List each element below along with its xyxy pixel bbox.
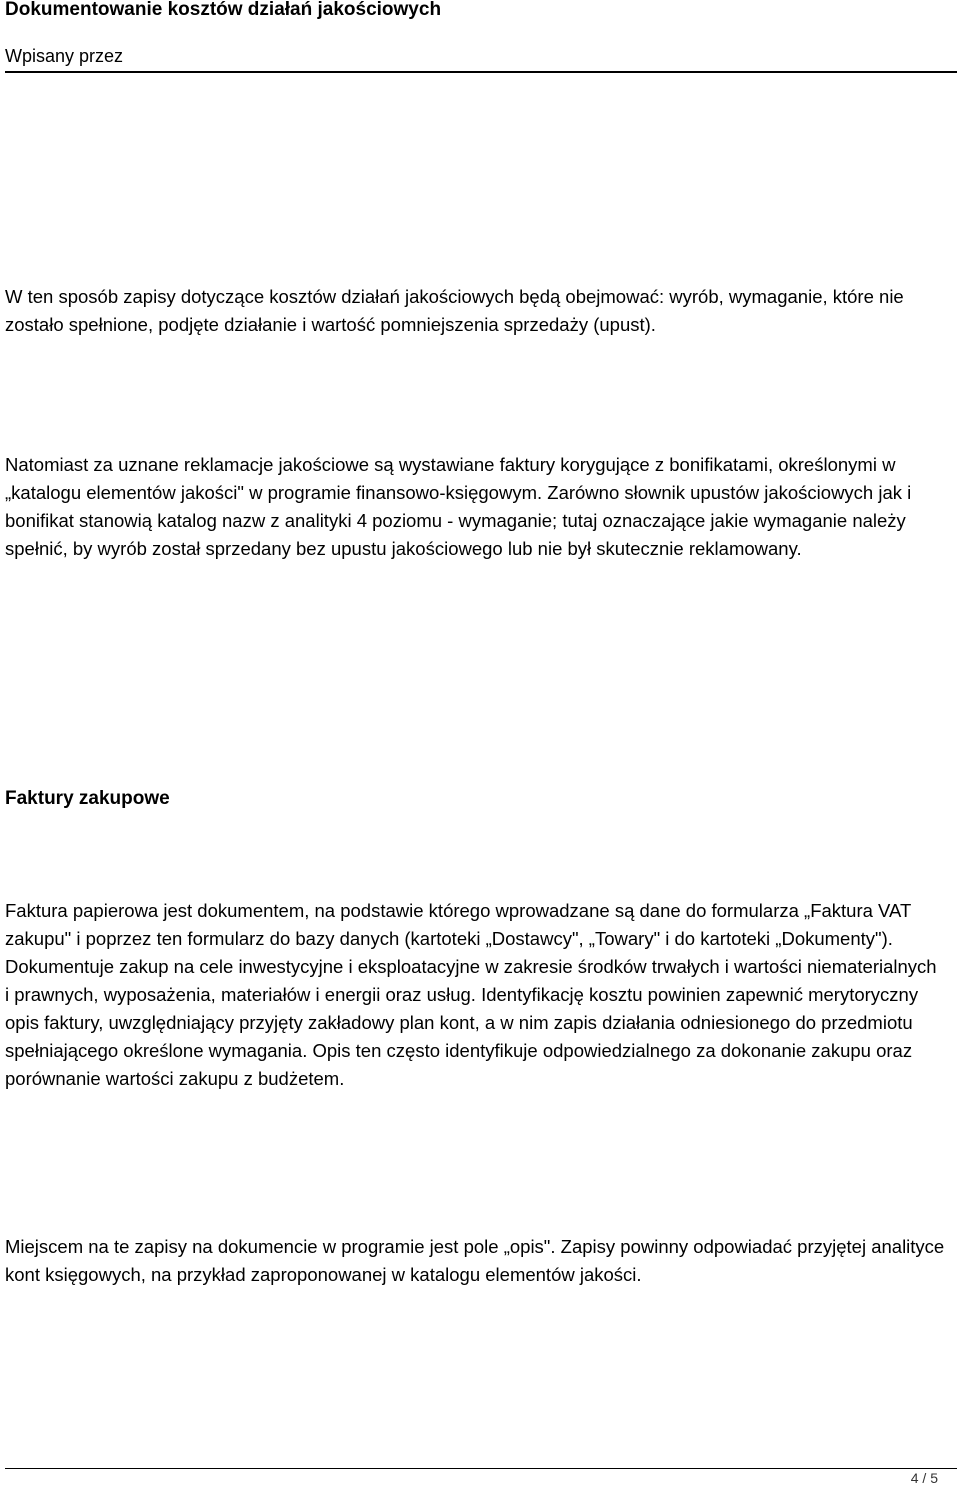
header-divider bbox=[5, 71, 957, 73]
paragraph-paper-invoice: Faktura papierowa jest dokumentem, na podstawie którego wprowadzane są dane do formularza „Faktura VAT zakupu" i poprzez ten formularz do bazy danych (kartoteki „Dostawcy", „Towary" i do kartoteki „Dokumenty"). Dokumentuje zakup na cele inwestycyjne i eksploatacyjne w zakresie środków trwałych i wartości niematerialnych i prawnych, wyposażenia, materiałów i energii oraz usług. Identyfikację kosztu powinien zapewnić merytoryczny opis faktury, uwzględniający przyjęty zakładowy plan kont, a w nim zapis działania odniesionego do przedmiotu spełniającego określone wymagania. Opis ten często identyfikuje odpowiedzialnego za dokonanie zakupu oraz porównanie wartości zakupu z budżetem. bbox=[5, 900, 937, 1089]
page-number: 4 / 5 bbox=[910, 1470, 938, 1486]
paragraph-quality-costs-records: W ten sposób zapisy dotyczące kosztów działań jakościowych będą obejmować: wyrób, wymaganie, które nie zostało spełnione, podjęte działanie i wartość pomniejszenia sprzedaży (upust). bbox=[5, 286, 904, 335]
author-label: Wpisany przez bbox=[5, 46, 124, 66]
paragraph-correction-invoices: Natomiast za uznane reklamacje jakościowe są wystawiane faktury korygujące z bonifikatami, określonymi w „katalogu elementów jakości" w programie finansowo-księgowym. Zarówno słownik upustów jakościowych jak i bonifikat stanowią katalog nazw z analityki 4 poziomu - wymaganie; tutaj oznaczające jakie wymaganie należy spełnić, by wyrób został sprzedany bez upustu jakościowego lub nie był skutecznie reklamowany. bbox=[5, 454, 912, 559]
section-heading-purchase-invoices: Faktury zakupowe bbox=[5, 788, 170, 809]
footer-divider bbox=[5, 1468, 957, 1469]
document-title: Dokumentowanie kosztów działań jakościowych bbox=[5, 0, 442, 20]
paragraph-description-field: Miejscem na te zapisy na dokumencie w programie jest pole „opis". Zapisy powinny odpowiadać przyjętej analityce kont księgowych, na przykład zaproponowanej w katalogu elementów jakości. bbox=[5, 1236, 945, 1285]
